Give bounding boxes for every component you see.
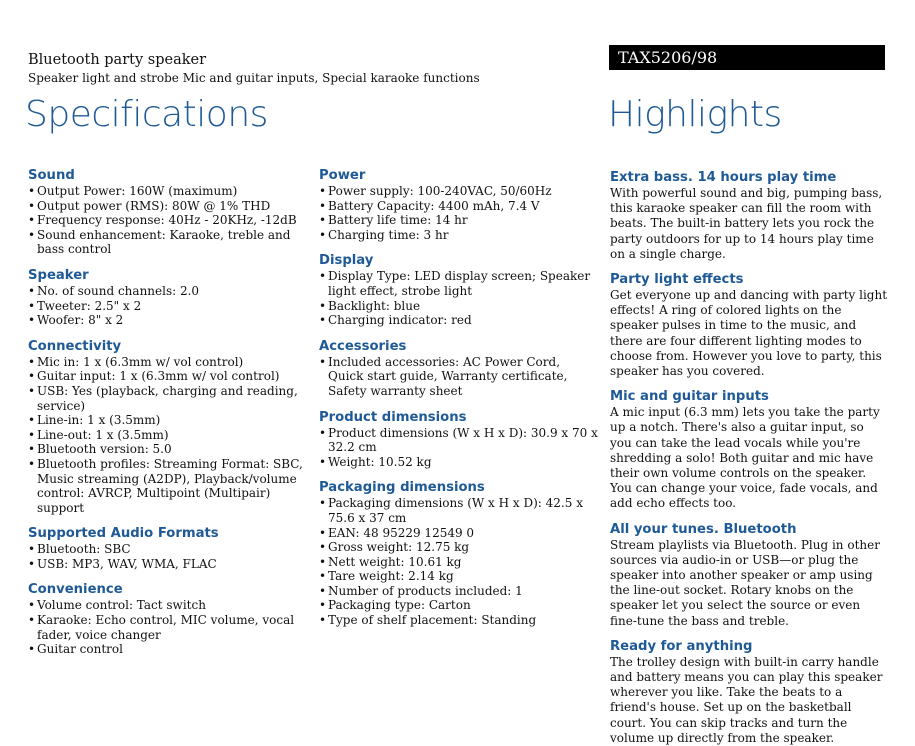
highlight-body: Stream playlists via Bluetooth. Plug in other sources via audio-in or USB—or plug the speaker into another speaker or amp using the line-out socket. Rotary knobs on the speaker let you select the source or even fine-tune the bass and treble. <box>610 537 880 628</box>
highlight-body: The trolley design with built-in carry handle and battery means you can play this speaker wherever you like. Take the beats to a friend's house. Set up on the basketball court. You can skip tracks and turn the volume up directly from the speaker. <box>610 654 883 745</box>
spec-item: • No. of sound channels: 2.0 <box>28 284 308 299</box>
spec-item: • Guitar control <box>28 642 308 657</box>
spec-item: • Packaging type: Carton <box>319 598 599 613</box>
spec-item: • Nett weight: 10.61 kg <box>319 555 599 570</box>
highlight-title: Extra bass. 14 hours play time <box>610 170 837 185</box>
highlight-body: With powerful sound and big, pumping bass, this karaoke speaker can fill the room with beats. The built-in battery lets you rock the party outdoors for up to 14 hours play time on a single charge. <box>610 186 883 261</box>
specifications-title: Specifications <box>25 94 268 135</box>
spec-item: • Bluetooth: SBC <box>28 542 308 557</box>
highlight-title: Ready for anything <box>610 638 753 654</box>
spec-section <box>319 479 599 627</box>
spec-section-title: Convenience <box>28 582 123 598</box>
highlight-title: Party light effects <box>610 272 744 288</box>
spec-item: • Output Power: 160W (maximum) <box>28 184 308 199</box>
spec-section <box>28 167 308 257</box>
spec-section-title: Packaging dimensions <box>319 480 485 496</box>
spec-section-title: Speaker <box>28 267 89 283</box>
spec-item: • Battery Capacity: 4400 mAh, 7.4 V <box>319 199 599 214</box>
product-subtitle: Speaker light and strobe Mic and guitar inputs, Special karaoke functions <box>28 71 480 85</box>
spec-section-title: Accessories <box>319 338 407 354</box>
spec-section <box>319 409 599 470</box>
spec-section <box>28 581 308 656</box>
spec-item: • Woofer: 8" x 2 <box>28 313 308 328</box>
spec-section <box>28 525 308 571</box>
spec-section-title: Supported Audio Formats <box>28 526 219 542</box>
spec-item: • Gross weight: 12.75 kg <box>319 540 599 555</box>
spec-item: • Battery life time: 14 hr <box>319 213 599 228</box>
spec-section <box>319 338 599 399</box>
spec-column-2 <box>319 167 599 628</box>
spec-item: • Bluetooth profiles: Streaming Format: SBC, Music streaming (A2DP), Playback/volume control: AVRCP, Multipoint (Multipair) support <box>28 457 308 515</box>
highlight-body: Get everyone up and dancing with party light effects! A ring of colored lights on the speaker pulses in time to the music, and there are four different lighting modes to choose from. However you love to party, this speaker has you covered. <box>610 288 888 379</box>
spec-section <box>28 338 308 516</box>
spec-section-title: Power <box>319 168 366 183</box>
spec-item: • Power supply: 100-240VAC, 50/60Hz <box>319 184 599 199</box>
highlight-section <box>610 638 890 746</box>
spec-item: • Included accessories: AC Power Cord, Quick start guide, Warranty certificate, Safety warranty sheet <box>319 355 599 399</box>
product-name: Bluetooth party speaker <box>28 52 207 68</box>
highlight-section <box>610 521 890 629</box>
spec-item: • Charging time: 3 hr <box>319 228 599 243</box>
spec-item: • USB: MP3, WAV, WMA, FLAC <box>28 557 308 572</box>
spec-section-title: Display <box>319 253 374 269</box>
spec-section-title: Connectivity <box>28 338 122 354</box>
highlights-column <box>610 169 890 746</box>
highlight-section <box>610 388 890 511</box>
spec-item: • Weight: 10.52 kg <box>319 455 599 470</box>
spec-section <box>28 267 308 328</box>
spec-item: • Bluetooth version: 5.0 <box>28 442 308 457</box>
spec-item: • Number of products included: 1 <box>319 584 599 599</box>
spec-item: • Product dimensions (W x H x D): 30.9 x 70 x 32.2 cm <box>319 426 599 455</box>
spec-item: • USB: Yes (playback, charging and reading, service) <box>28 384 308 413</box>
spec-section-title: Product dimensions <box>319 409 467 425</box>
spec-item: • Tare weight: 2.14 kg <box>319 569 599 584</box>
spec-item: • Line-in: 1 x (3.5mm) <box>28 413 308 428</box>
highlights-title: Highlights <box>608 94 782 135</box>
spec-item: • Volume control: Tact switch <box>28 598 308 613</box>
spec-item: • Frequency response: 40Hz - 20KHz, -12dB <box>28 213 308 228</box>
highlight-section <box>610 271 890 379</box>
highlight-body: A mic input (6.3 mm) lets you take the party up a notch. There's also a guitar input, so you can take the lead vocals while you're shredding a solo! Both guitar and mic have their own volume controls on the speaker. You can change your voice, fade vocals, and add echo effects too. <box>610 405 880 511</box>
model-badge: TAX5206/98 <box>609 45 885 70</box>
spec-item: • Tweeter: 2.5" x 2 <box>28 299 308 314</box>
spec-column-1 <box>28 167 308 657</box>
spec-section-title: Sound <box>28 168 75 183</box>
spec-item: • Packaging dimensions (W x H x D): 42.5 x 75.6 x 37 cm <box>319 496 599 525</box>
spec-item: • Line-out: 1 x (3.5mm) <box>28 428 308 443</box>
spec-section <box>319 167 599 242</box>
spec-item: • Type of shelf placement: Standing <box>319 613 599 628</box>
spec-item: • Display Type: LED display screen; Speaker light effect, strobe light <box>319 269 599 298</box>
spec-item: • EAN: 48 95229 12549 0 <box>319 526 599 541</box>
spec-item: • Karaoke: Echo control, MIC volume, vocal fader, voice changer <box>28 613 308 642</box>
spec-section <box>319 252 599 327</box>
spec-item: • Charging indicator: red <box>319 313 599 328</box>
spec-item: • Guitar input: 1 x (6.3mm w/ vol control) <box>28 369 308 384</box>
spec-item: • Sound enhancement: Karaoke, treble and bass control <box>28 228 308 257</box>
highlight-title: Mic and guitar inputs <box>610 389 769 405</box>
highlight-section <box>610 169 890 262</box>
spec-item: • Backlight: blue <box>319 299 599 314</box>
highlight-title: All your tunes. Bluetooth <box>610 521 797 537</box>
spec-item: • Mic in: 1 x (6.3mm w/ vol control) <box>28 355 308 370</box>
spec-item: • Output power (RMS): 80W @ 1% THD <box>28 199 308 214</box>
